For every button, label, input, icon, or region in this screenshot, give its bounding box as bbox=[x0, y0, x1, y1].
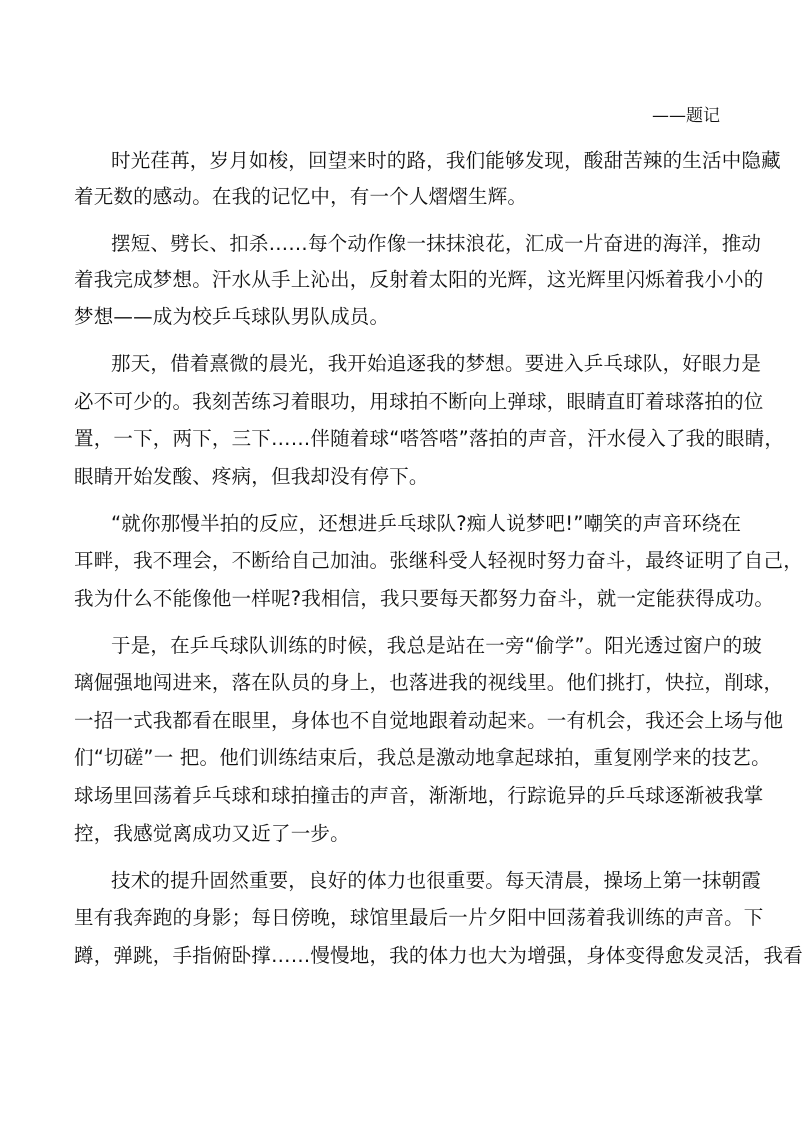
text-line: 时光荏苒，岁月如梭，回望来时的路，我们能够发现，酸甜苦辣的生活中隐藏 bbox=[111, 149, 781, 172]
text-line: 技术的提升固然重要，良好的体力也很重要。每天清晨，操场上第一抹朝霞 bbox=[111, 869, 762, 892]
text-line: 必不可少的。我刻苦练习着眼功，用球拍不断向上弹球，眼睛直盯着球落拍的位 bbox=[74, 390, 764, 413]
text-line: 我为什么不能像他一样呢?我相信，我只要每天都努力奋斗，就一定能获得成功。 bbox=[74, 587, 775, 610]
text-line: 着我完成梦想。汗水从手上沁出，反射着太阳的光辉，这光辉里闪烁着我小小的 bbox=[74, 268, 764, 291]
text-line: 球场里回荡着乒乓球和球拍撞击的声音，渐渐地，行踪诡异的乒乓球逐渐被我掌 bbox=[74, 784, 764, 807]
text-line: 于是，在乒乓球队训练的时候，我总是站在一旁“偷学”。阳光透过窗户的玻 bbox=[111, 634, 763, 657]
text-line: 璃倔强地闯进来，落在队员的身上，也落进我的视线里。他们挑打，快拉，削球， bbox=[74, 671, 784, 694]
text-line: 眼睛开始发酸、疼病，但我却没有停下。 bbox=[74, 465, 429, 488]
epigraph: ——题记 bbox=[652, 106, 720, 126]
text-line: 们“切磋”一 把。他们训练结束后，我总是激动地拿起球拍，重复刚学来的技艺。 bbox=[74, 746, 771, 769]
text-line: 控，我感觉离成功又近了一步。 bbox=[74, 822, 350, 845]
text-line: 置，一下，两下，三下……伴随着球“嗒答嗒”落拍的声音，汗水侵入了我的眼睛， bbox=[74, 427, 785, 450]
text-line: 那天，借着熹微的晨光，我开始追逐我的梦想。要进入乒乓球队，好眼力是 bbox=[111, 352, 762, 375]
text-line: 耳畔，我不理会，不断给自己加油。张继科受人轻视时努力奋斗，最终证明了自己， bbox=[74, 549, 803, 572]
text-line: 一招一式我都看在眼里，身体也不自觉地跟着动起来。一有机会，我还会上场与他 bbox=[74, 709, 784, 732]
text-line: 着无数的感动。在我的记忆中，有一个人熠熠生辉。 bbox=[74, 185, 528, 208]
text-line: “就你那慢半拍的反应，还想进乒乓球队?痴人说梦吧!”嘲笑的声音环绕在 bbox=[111, 512, 742, 535]
text-line: 蹲，弹跳，手指俯卧撑……慢慢地，我的体力也大为增强，身体变得愈发灵活，我看 bbox=[74, 944, 803, 967]
text-line: 里有我奔跑的身影；每日傍晚，球馆里最后一片夕阳中回荡着我训练的声音。下 bbox=[74, 906, 764, 929]
text-line: 梦想——成为校乒乓球队男队成员。 bbox=[74, 305, 390, 328]
text-line: 摆短、劈长、扣杀……每个动作像一抹抹浪花，汇成一片奋进的海洋，推动 bbox=[111, 232, 762, 255]
